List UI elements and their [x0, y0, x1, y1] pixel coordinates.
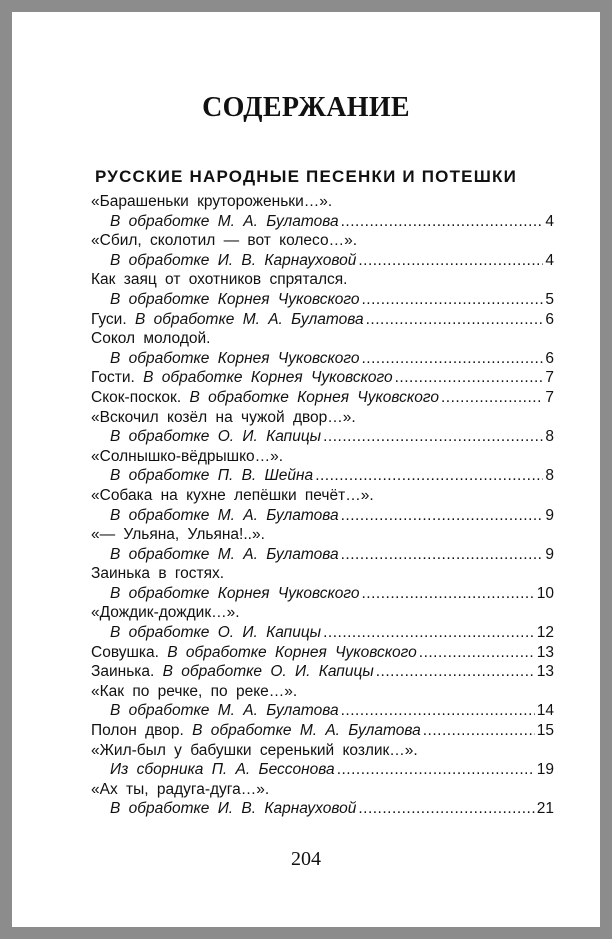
toc-entry-credit: В обработке Корнея Чуковского	[143, 369, 393, 387]
toc-entry	[91, 741, 554, 761]
dot-leader	[341, 506, 544, 526]
toc-entry-credit: В обработке М. А. Булатова	[134, 310, 364, 328]
toc-entry	[91, 662, 554, 682]
toc-entry-title: Скок-поскок.	[91, 388, 182, 406]
toc-entry-title: «Барашеньки крутороженьки…».	[91, 193, 333, 210]
section-title: РУССКИЕ НАРОДНЫЕ ПЕСЕНКИ И ПОТЕШКИ	[94, 167, 517, 186]
toc-entry	[91, 721, 554, 741]
toc-entry-title: Сокол молодой.	[91, 330, 211, 348]
toc-entry	[91, 231, 554, 251]
toc-entry	[91, 270, 554, 290]
toc-entry-page: 21	[536, 800, 554, 818]
toc-entry	[91, 388, 554, 408]
toc-entry	[91, 310, 554, 330]
dot-leader	[366, 310, 544, 330]
toc-entry	[91, 349, 554, 369]
toc-entry	[91, 506, 554, 526]
toc-entry-credit: В обработке Корнея Чуковского	[189, 388, 439, 406]
toc-entry-title: Гуси.	[91, 310, 127, 328]
page-number: 204	[291, 848, 321, 870]
toc-entry-credit: В обработке Корнея Чуковского	[110, 584, 360, 602]
toc-entry-page: 4	[545, 212, 554, 230]
toc-entry-page: 5	[545, 290, 554, 308]
toc-entry-page: 4	[545, 251, 554, 269]
toc-entry	[91, 447, 554, 467]
dot-leader	[323, 427, 543, 447]
toc-entry-page: 9	[545, 545, 554, 563]
toc-entry-credit: В обработке М. А. Булатова	[110, 212, 339, 230]
toc-entry-credit: В обработке М. А. Булатова	[110, 545, 339, 563]
toc-entry-credit: В обработке П. В. Шейна	[110, 467, 314, 485]
toc-entry-title: «Как по речке, по реке…».	[91, 682, 298, 700]
dot-leader	[362, 584, 535, 604]
dot-leader	[341, 212, 544, 232]
toc-entry	[91, 408, 554, 428]
toc-entry-title: «Собака на кухне лепёшки печёт…».	[91, 486, 374, 504]
toc-entry-page: 13	[536, 663, 554, 681]
toc-entry-credit: В обработке Корнея Чуковского	[167, 643, 417, 661]
toc-entry-credit: В обработке И. В. Карнауховой	[110, 251, 357, 269]
dot-leader	[315, 466, 543, 486]
toc-entry	[91, 212, 554, 232]
page-title: СОДЕРЖАНИЕ	[202, 92, 410, 123]
toc-entry-credit: В обработке М. А. Булатова	[110, 506, 339, 524]
toc-entry	[91, 584, 554, 604]
dot-leader	[323, 623, 535, 643]
toc-entry-title: «Жил-был у бабушки серенький козлик…».	[91, 741, 418, 759]
toc-entry-title: Полон двор.	[91, 722, 184, 740]
toc-entry-credit: В обработке Корнея Чуковского	[110, 290, 360, 308]
toc-entry-title: «Солнышко-вёдрышко…».	[91, 447, 284, 465]
toc-entry	[91, 368, 554, 388]
dot-leader	[362, 290, 544, 310]
toc-entry	[91, 603, 554, 623]
toc-entry-title: «Сбил, сколотил — вот колесо…».	[91, 232, 358, 250]
toc-entry	[91, 525, 554, 545]
toc-entry	[91, 290, 554, 310]
toc-entry-page: 10	[536, 584, 554, 602]
toc-entry-title: Гости.	[91, 369, 135, 387]
dot-leader	[341, 545, 544, 565]
toc-entry-credit: В обработке М. А. Булатова	[192, 722, 421, 740]
toc-entry-title: «Вскочил козёл на чужой двор…».	[91, 408, 356, 426]
toc-entry	[91, 329, 554, 349]
toc-entry-title: Как заяц от охотников спрятался.	[91, 271, 348, 289]
toc-entry-title: «— Ульяна, Ульяна!..».	[91, 526, 265, 544]
toc-entry	[91, 564, 554, 584]
dot-leader	[376, 662, 535, 682]
toc-entry-title: Совушка.	[91, 643, 159, 661]
dot-leader	[358, 799, 534, 819]
toc-entry-page: 9	[545, 506, 554, 524]
toc-entry-page: 6	[545, 310, 554, 328]
toc-entry	[91, 466, 554, 486]
toc-entry-page: 14	[536, 702, 554, 720]
dot-leader	[423, 721, 535, 741]
toc-entry-credit: В обработке Корнея Чуковского	[110, 349, 360, 367]
table-of-contents	[91, 192, 554, 819]
dot-leader	[341, 701, 535, 721]
toc-entry	[91, 427, 554, 447]
toc-entry	[91, 760, 554, 780]
toc-entry	[91, 251, 554, 271]
toc-entry-page: 13	[536, 643, 554, 661]
toc-entry-page: 7	[545, 369, 554, 387]
toc-entry-page: 15	[536, 722, 554, 740]
dot-leader	[337, 760, 535, 780]
toc-entry-credit: В обработке И. В. Карнауховой	[110, 800, 357, 818]
toc-entry-title: Заинька в гостях.	[91, 565, 225, 583]
toc-entry-page: 8	[545, 467, 554, 485]
toc-entry-credit: В обработке О. И. Капицы	[162, 663, 374, 681]
dot-leader	[395, 368, 544, 388]
toc-entry	[91, 643, 554, 663]
toc-entry-title: «Ах ты, радуга-дуга…».	[91, 780, 270, 798]
toc-entry-page: 12	[536, 624, 554, 642]
toc-entry-page: 8	[545, 428, 554, 446]
dot-leader	[362, 349, 544, 369]
toc-entry	[91, 486, 554, 506]
toc-entry	[91, 545, 554, 565]
dot-leader	[358, 251, 543, 271]
toc-entry	[91, 192, 554, 212]
toc-entry	[91, 799, 554, 819]
toc-entry	[91, 682, 554, 702]
toc-entry-page: 7	[545, 388, 554, 406]
toc-entry-title: «Дождик-дождик…».	[91, 604, 240, 622]
toc-entry-credit: В обработке О. И. Капицы	[110, 428, 322, 446]
toc-entry-credit: В обработке О. И. Капицы	[110, 624, 322, 642]
toc-entry	[91, 623, 554, 643]
toc-entry-credit: Из сборника П. А. Бессонова	[110, 761, 335, 779]
toc-entry-page: 19	[536, 761, 554, 779]
dot-leader	[441, 388, 543, 408]
toc-entry	[91, 701, 554, 721]
dot-leader	[419, 643, 535, 663]
toc-entry-credit: В обработке М. А. Булатова	[110, 702, 339, 720]
toc-entry	[91, 780, 554, 800]
toc-entry-title: Заинька.	[91, 663, 155, 681]
toc-entry-page: 6	[545, 349, 554, 367]
